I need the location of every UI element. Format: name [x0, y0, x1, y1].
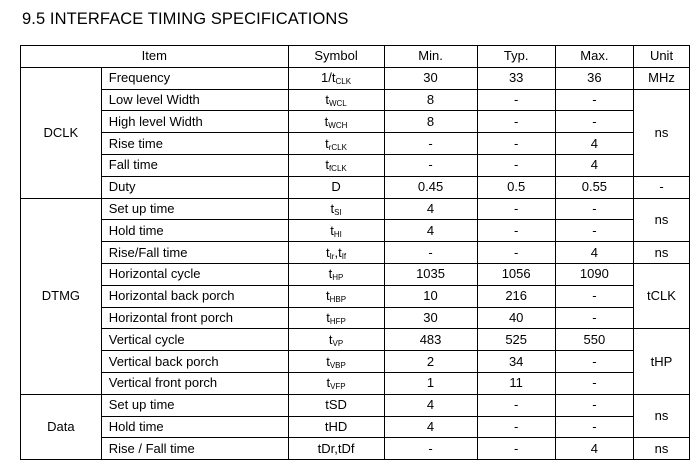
typ-cell: 40	[477, 307, 555, 329]
item-cell: Rise/Fall time	[101, 242, 288, 264]
max-cell: 1090	[555, 263, 633, 285]
min-cell: 30	[384, 307, 477, 329]
min-cell: 8	[384, 89, 477, 111]
item-cell: Vertical back porch	[101, 351, 288, 373]
symbol-cell: $1/t_{CLK}$	[288, 67, 384, 89]
table-row	[21, 351, 690, 373]
item-cell: Hold time	[101, 220, 288, 242]
item-cell: Set up time	[101, 394, 288, 416]
item-cell: Frequency	[101, 67, 288, 89]
symbol-cell: $t_{fCLK}$	[288, 154, 384, 176]
table-row	[21, 176, 690, 198]
table-row	[21, 198, 690, 220]
max-cell: 4	[555, 133, 633, 155]
symbol-cell: $t_{WCL}$	[288, 89, 384, 111]
table-row	[21, 220, 690, 242]
table-row	[21, 285, 690, 307]
table-row	[21, 89, 690, 111]
typ-cell: 525	[477, 329, 555, 351]
header-row	[21, 46, 690, 68]
typ-cell: 34	[477, 351, 555, 373]
min-cell: 4	[384, 416, 477, 438]
table-row	[21, 372, 690, 394]
max-cell: -	[555, 351, 633, 373]
header-typ: Typ.	[477, 46, 555, 68]
max-cell: -	[555, 198, 633, 220]
header-symbol: Symbol	[288, 46, 384, 68]
symbol-cell: $t_{HBP}$	[288, 285, 384, 307]
item-cell: Horizontal cycle	[101, 263, 288, 285]
typ-cell: -	[477, 438, 555, 460]
table-row	[21, 307, 690, 329]
max-cell: -	[555, 89, 633, 111]
unit-cell: tCLK	[634, 263, 690, 328]
min-cell: 1035	[384, 263, 477, 285]
min-cell: 4	[384, 220, 477, 242]
item-cell: Duty	[101, 176, 288, 198]
min-cell: 4	[384, 198, 477, 220]
typ-cell: -	[477, 416, 555, 438]
max-cell: 0.55	[555, 176, 633, 198]
unit-cell: MHz	[634, 67, 690, 89]
table-row	[21, 67, 690, 89]
max-cell: -	[555, 416, 633, 438]
unit-cell: ns	[634, 198, 690, 242]
table-row	[21, 154, 690, 176]
group-data: Data	[21, 394, 102, 459]
min-cell: 0.45	[384, 176, 477, 198]
item-cell: Horizontal front porch	[101, 307, 288, 329]
min-cell: 4	[384, 394, 477, 416]
symbol-cell: D	[288, 176, 384, 198]
max-cell: -	[555, 307, 633, 329]
max-cell: 36	[555, 67, 633, 89]
max-cell: -	[555, 220, 633, 242]
max-cell: -	[555, 111, 633, 133]
symbol-cell: $t_{VP}$	[288, 329, 384, 351]
max-cell: -	[555, 372, 633, 394]
min-cell: 483	[384, 329, 477, 351]
min-cell: 30	[384, 67, 477, 89]
typ-cell: -	[477, 133, 555, 155]
symbol-cell: $t_{rCLK}$	[288, 133, 384, 155]
unit-cell: ns	[634, 438, 690, 460]
max-cell: -	[555, 285, 633, 307]
unit-cell: ns	[634, 394, 690, 438]
table-row	[21, 329, 690, 351]
max-cell: 4	[555, 154, 633, 176]
typ-cell: -	[477, 394, 555, 416]
min-cell: 8	[384, 111, 477, 133]
timing-table	[20, 45, 690, 460]
typ-cell: -	[477, 198, 555, 220]
item-cell: Fall time	[101, 154, 288, 176]
min-cell: 10	[384, 285, 477, 307]
item-cell: High level Width	[101, 111, 288, 133]
min-cell: -	[384, 154, 477, 176]
item-cell: Vertical front porch	[101, 372, 288, 394]
group-dclk: DCLK	[21, 67, 102, 198]
symbol-cell: $t_{HI}$	[288, 220, 384, 242]
table-row	[21, 438, 690, 460]
typ-cell: 216	[477, 285, 555, 307]
typ-cell: -	[477, 220, 555, 242]
max-cell: 550	[555, 329, 633, 351]
symbol-cell: $t_{Ir},t_{If}$	[288, 242, 384, 264]
item-cell: Set up time	[101, 198, 288, 220]
item-cell: Low level Width	[101, 89, 288, 111]
typ-cell: -	[477, 111, 555, 133]
symbol-cell: tSD	[288, 394, 384, 416]
table-row	[21, 133, 690, 155]
unit-cell: ns	[634, 89, 690, 176]
header-item: Item	[21, 46, 289, 68]
item-cell: Horizontal back porch	[101, 285, 288, 307]
min-cell: -	[384, 242, 477, 264]
symbol-cell: $t_{SI}$	[288, 198, 384, 220]
typ-cell: 1056	[477, 263, 555, 285]
symbol-cell: $t_{HP}$	[288, 263, 384, 285]
symbol-cell: $t_{WCH}$	[288, 111, 384, 133]
typ-cell: 11	[477, 372, 555, 394]
table-row	[21, 263, 690, 285]
item-cell: Hold time	[101, 416, 288, 438]
max-cell: 4	[555, 438, 633, 460]
unit-cell: ns	[634, 242, 690, 264]
header-max: Max.	[555, 46, 633, 68]
table-row	[21, 416, 690, 438]
header-unit: Unit	[634, 46, 690, 68]
symbol-cell: $t_{VFP}$	[288, 372, 384, 394]
typ-cell: 33	[477, 67, 555, 89]
symbol-cell: $t_{VBP}$	[288, 351, 384, 373]
typ-cell: -	[477, 154, 555, 176]
min-cell: -	[384, 133, 477, 155]
max-cell: -	[555, 394, 633, 416]
group-dtmg: DTMG	[21, 198, 102, 394]
item-cell: Rise time	[101, 133, 288, 155]
min-cell: -	[384, 438, 477, 460]
symbol-cell: tHD	[288, 416, 384, 438]
min-cell: 2	[384, 351, 477, 373]
typ-cell: -	[477, 242, 555, 264]
max-cell: 4	[555, 242, 633, 264]
item-cell: Vertical cycle	[101, 329, 288, 351]
header-min: Min.	[384, 46, 477, 68]
table-row	[21, 242, 690, 264]
table-row	[21, 111, 690, 133]
table-row	[21, 394, 690, 416]
symbol-cell: $t_{HFP}$	[288, 307, 384, 329]
unit-cell: -	[634, 176, 690, 198]
typ-cell: 0.5	[477, 176, 555, 198]
typ-cell: -	[477, 89, 555, 111]
min-cell: 1	[384, 372, 477, 394]
item-cell: Rise / Fall time	[101, 438, 288, 460]
page-title: 9.5 INTERFACE TIMING SPECIFICATIONS	[22, 10, 349, 28]
unit-cell: tHP	[634, 329, 690, 394]
symbol-cell: tDr,tDf	[288, 438, 384, 460]
